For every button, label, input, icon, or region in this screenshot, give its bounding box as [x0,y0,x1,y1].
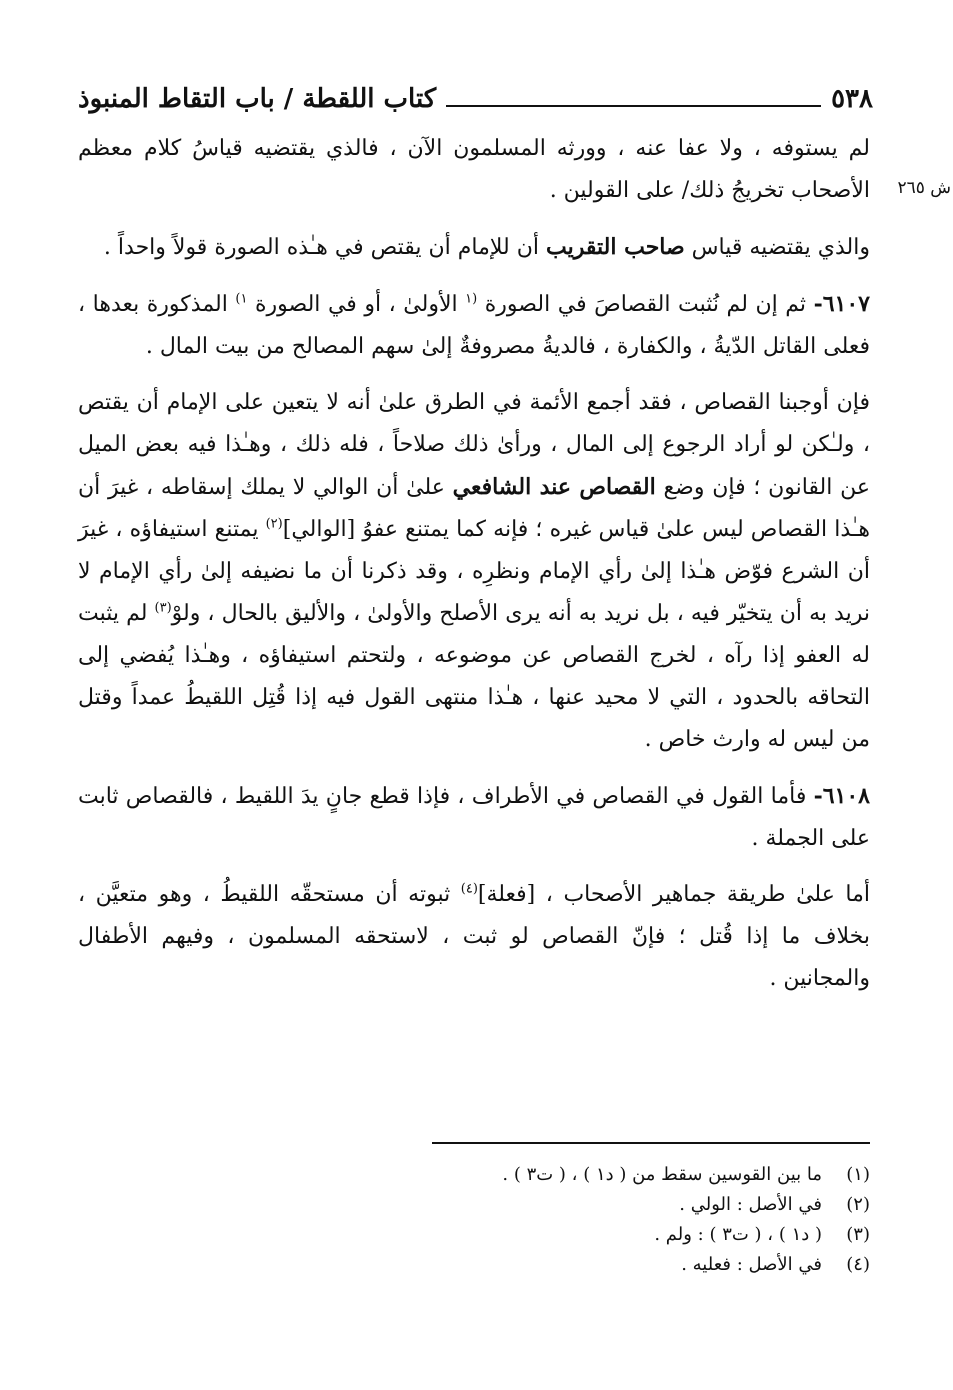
footnote-marker: (١ [465,291,478,307]
footnote-number: (٣) [846,1224,870,1245]
footnote-item [300,1160,870,1190]
footnote-number: (١) [846,1164,870,1185]
section-number: ٦١٠٨- [813,783,870,809]
header-rule [446,105,821,107]
footnote-text: ما بين القوسين سقط من ( د١ ) ، ( ت٣ ) . [502,1164,822,1185]
footnote-separator [432,1142,870,1144]
footnote-item [300,1220,870,1250]
footnotes [300,1160,870,1280]
emphasis-bold: القصاص عند الشافعي [452,474,656,500]
footnote-marker: (٣) [154,600,172,616]
footnote-marker: (٢) [265,516,283,532]
paragraph-6108: ٦١٠٨- فأما القول في القصاص في الأطراف ، فإذا قطع جانٍ يدَ اللقيط ، فالقصاص ثابت على الجملة . [78,783,870,851]
footnote-marker: (٤) [460,881,478,897]
footnote-item [300,1190,870,1220]
footnote-number: (٢) [846,1194,870,1215]
footnote-text: في الأصل : فعليه . [681,1254,822,1275]
footnote-marker: ١) [235,291,248,307]
page-header [78,78,873,120]
paragraph-6: أما علىٰ طريقة جماهير الأصحاب ، [فعلة]$^{(٤)}$ ثبوته أن مستحقّه اللقيطُ ، وهو متعيَّن ، بخلاف ما إذا قُتل ؛ فإنّ القصاص لو ثبت ، لاستحقه المسلمون ، وفيهم الأطفال والمجانين . [78,881,870,991]
author-name-bold: صاحب التقريب [545,234,685,260]
footnote-text: في الأصل : الولي . [679,1194,822,1215]
running-title: كتاب اللقطة / باب التقاط المنبوذ [78,84,437,114]
footnote-number: (٤) [846,1254,870,1275]
footnote-text: ( د١ ) ، ( ت٣ ) : ولم . [654,1224,822,1245]
paragraph-4: فإن أوجبنا القصاص ، فقد أجمع الأئمة في الطرق علىٰ أنه لا يتعين على الإمام أن يقتص ، ولـٰكن لو أراد الرجوع إلى المال ، ورأىٰ ذلك صلاحاً ، فله ذلك ، وهـٰذا فيه بعض الميل عن القانون ؛ فإن وضع القصاص عند الشافعي علىٰ أن الوالي لا يملك إسقاطه ، غيرَ أن هـٰذا القصاص ليس علىٰ قياس غيره ؛ فإنه كما يمتنع عفوُ [الوالي]$^{(٢)}$ يمتنع استيفاؤه ، غيرَ أن الشرع فوّض هـٰذا إلىٰ رأي الإمام ونظرِه ، وقد ذكرنا أن ما نضيفه إلىٰ رأي الإمام لا نريد به أن يتخيّر فيه ، بل نريد به أنه يرى الأصلح والأولىٰ ، والأليق بالحال ، ولوْ$^{(٣)}$ لم يثبت له العفو إذا رآه ، لخرج القصاص عن موضوعه ، ولتحتم استيفاؤه ، وهـٰذا يُفضي إلى التحاقه بالحدود ، التي لا محيد عنها ، هـٰذا منتهى القول فيه إذا قُتِل اللقيطُ عمداً وقتل من ليس له وارث خاص . [78,390,870,752]
paragraph-6107: ٦١٠٧- ثم إن لم نُثبت القصاصَ في الصورة $^{(١}$ الأولىٰ ، أو في الصورة $^{١)}$ المذكورة بعدها ، فعلى القاتل الدّيةُ ، والكفارة ، فالديةُ مصروفةٌ إلىٰ سهم المصالح من بيت المال . [78,291,870,359]
margin-manuscript-reference: ش ٢٦٥ [897,178,951,198]
section-number: ٦١٠٧- [813,291,870,317]
footnote-item [300,1250,870,1280]
page-number: ٥٣٨ [831,84,873,114]
paragraph-1: لم يستوفه ، ولا عفا عنه ، وورثه المسلمون الآن ، فالذي يقتضيه قياسُ كلام معظم الأصحاب تخريجُ ذلك/ على القولين . [78,136,870,203]
paragraph-2: والذي يقتضيه قياس صاحب التقريب أن للإمام أن يقتص في هـٰذه الصورة قولاً واحداً . [103,234,870,260]
main-text [78,128,870,1014]
